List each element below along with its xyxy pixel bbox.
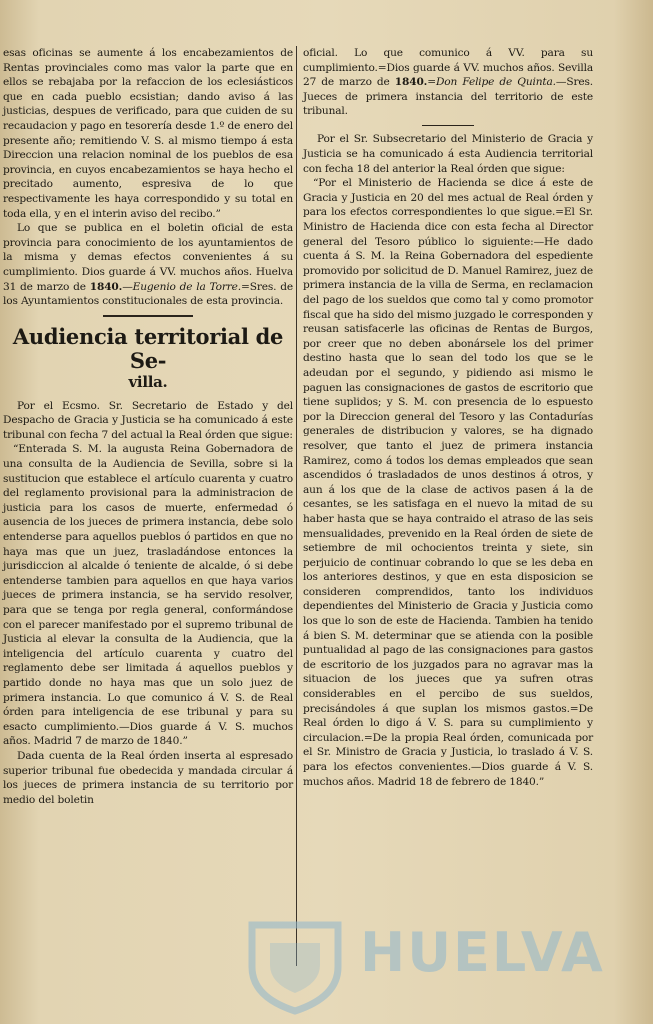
paragraph-subsecretary: Por el Sr. Subsecretario del Ministerio de Gracia y Justicia se ha comunicado á esta Audiencia territorial con fecha 18 del anterior la Real órden que sigue:	[303, 133, 593, 175]
section-divider	[103, 315, 193, 317]
notice-sep: —	[122, 280, 133, 293]
watermark-text: HUELVA	[360, 921, 605, 984]
closing-sep: =	[427, 76, 436, 89]
column-rule	[296, 46, 297, 966]
left-column	[3, 46, 293, 807]
paragraph-hacienda-order: “Por el Ministerio de Hacienda se dice á este de Gracia y Justicia en 20 del mes actual de Real órden y para los efectos correspondientes lo que sigue.=El Sr. Ministro de Hacienda dice con esta fecha al Director general del Tesoro público lo siguiente:—He dado cuenta á S. M. la Reina Gobernadora del espediente promovido por solicitud de D. Manuel Ramirez, juez de primera instancia de la villa de Serma, en reclamacion del pago de los sueldos que como tal y como promotor fiscal que ha sido del mismo juzgado le corresponden y reusan satisfacerle las oficinas de Rentas de Burgos, por creer que no deben abonársele los del primer destino hasta que lo sean del todo los que se le adeudan por el segundo, y pidiendo asi mismo le paguen las consignaciones de gastos de escritorio que tiene suplidos; y S. M. con presencia de lo espuesto por la Direccion general del Tesoro y las Contadurías generales de distribucion y valores, se ha dignado resolver, que tanto el juez de primera instancia Ramirez, como á todos los demas empleados que sean ascendidos ó trasladados de unos destinos á otros, y aun á los que de la clase de activos pasen á la de cesantes, se les satisfaga en el nuevo la mitad de su haber hasta que se haya contraido el atraso de las seis mensualidades, prevenido en la Real órden de siete de setiembre de mil ochocientos treinta y siete, sin perjuicio de continuar cobrando lo que se les deba en los anteriores destinos, y que en esta disposicion se consideren comprendidos, tanto los individuos dependientes del Ministerio de Gracia y Justicia como los que lo son de este de Hacienda. Tambien ha tenido á bien S. M. determinar que se atienda con la posible puntualidad al pago de las consignaciones para gastos de escritorio de los juzgados para no agravar mas la situacion de los jueces que ya sufren otras considerables en el percibo de sus sueldos, precisándoles á que suplan los mismos gastos.=De Real órden lo digo á V. S. para su cumplimiento y circulacion.=De la propia Real órden, comunicada por el Sr. Ministro de Gracia y Justicia, lo traslado á V. S. para los efectos convenientes.—Dios guarde á V. S. muchos años. Madrid 18 de febrero de 1840.”	[303, 177, 593, 788]
provincial-seal-icon	[240, 915, 350, 1015]
paragraph-continuation-right	[303, 46, 593, 119]
section-heading	[3, 325, 293, 391]
notice-signer: Eugenio de la Torre.	[132, 280, 242, 293]
paragraph-publication-notice	[3, 221, 293, 309]
paragraph-royal-order: “Enterada S. M. la augusta Reina Gobernadora de una consulta de la Audiencia de Sevilla, sobre si la sustitucion que establece el artículo cuarenta y cuatro del reglamento provisional para la administracion de justicia para los casos de muerte, enfermedad ó ausencia de los jueces de primera instancia, debe solo entenderse para aquellos pueblos ó partidos en que no haya mas que un juez, trasladándose entonces la jurisdiccion al alcalde ó teniente de alcalde, ó si debe entenderse tambien para aquellos en que haya varios jueces de primera instancia, se ha servido resolver, para que se tenga por regla general, conformándose con el parecer manifestado por el supremo tribunal de Justicia al elevar la consulta de la Audiencia, que la inteligencia del artículo cuarenta y cuatro del reglamento debe ser limitada á aquellos pueblos y partido donde no haya mas que un solo juez de primera instancia. Lo que comunico á V. S. de Real órden para inteligencia de ese tribunal y para su esacto cumplimiento.—Dios guarde á V. S. muchos años. Madrid 7 de marzo de 1840.”	[3, 443, 293, 748]
heading-line-1: Audiencia territorial de Se-	[12, 323, 284, 373]
closing-year: 1840.	[394, 76, 428, 89]
notice-text: Lo que se publica en el boletin oficial de esta provincia para conocimiento de los ayuntamientos de la misma y demas efectos convenientes á su cumplimiento. Dios guarde á VV. muchos años. Huelva 31 de marzo de	[3, 222, 293, 293]
heading-line-2: villa.	[128, 372, 168, 391]
right-column	[303, 46, 593, 789]
short-divider	[422, 125, 474, 127]
paragraph-intro: Por el Ecsmo. Sr. Secretario de Estado y del Despacho de Gracia y Justicia se ha comunicado á este tribunal con fecha 7 del actual la Real órden que sigue:	[3, 399, 293, 441]
notice-year: 1840.	[89, 280, 123, 293]
closing-text: oficial. Lo que comunico á VV. para su cumplimiento.=Dios guarde á VV. muchos años. Sevilla 27 de marzo de	[303, 47, 593, 89]
closing-recipients: —Sres. Jueces de primera instancia del territorio de este tribunal.	[303, 76, 593, 118]
paragraph-continuation: esas oficinas se aumente á los encabezamientos de Rentas provinciales como mas valor la parte que en ellos se rebajaba por la refaccion de los eclesiásticos que en cada pueblo ecsistian; dando aviso á las justicias, despues de verificado, para que cuiden de su recaudacion y pago en tesorería desde 1.º de enero del presente año; remitiendo V. S. al mismo tiempo á esta Direccion una relacion nominal de los pueblos de esa provincia, en cuyos encabezamientos se haya hecho el precitado aumento, espresiva de lo que respectivamente les haya correspondido y su total en toda ella, y en el interin aviso del recibo.”	[3, 47, 293, 220]
archive-watermark	[240, 915, 620, 1015]
notice-recipients: =Sres. de los Ayuntamientos constitucionales de esta provincia.	[3, 280, 293, 308]
closing-signer: Don Felipe de Quinta.	[435, 76, 556, 89]
paragraph-circular: Dada cuenta de la Real órden inserta al espresado superior tribunal fue obedecida y mandada circular á los jueces de primera instancia de su territorio por medio del boletin	[3, 749, 293, 806]
